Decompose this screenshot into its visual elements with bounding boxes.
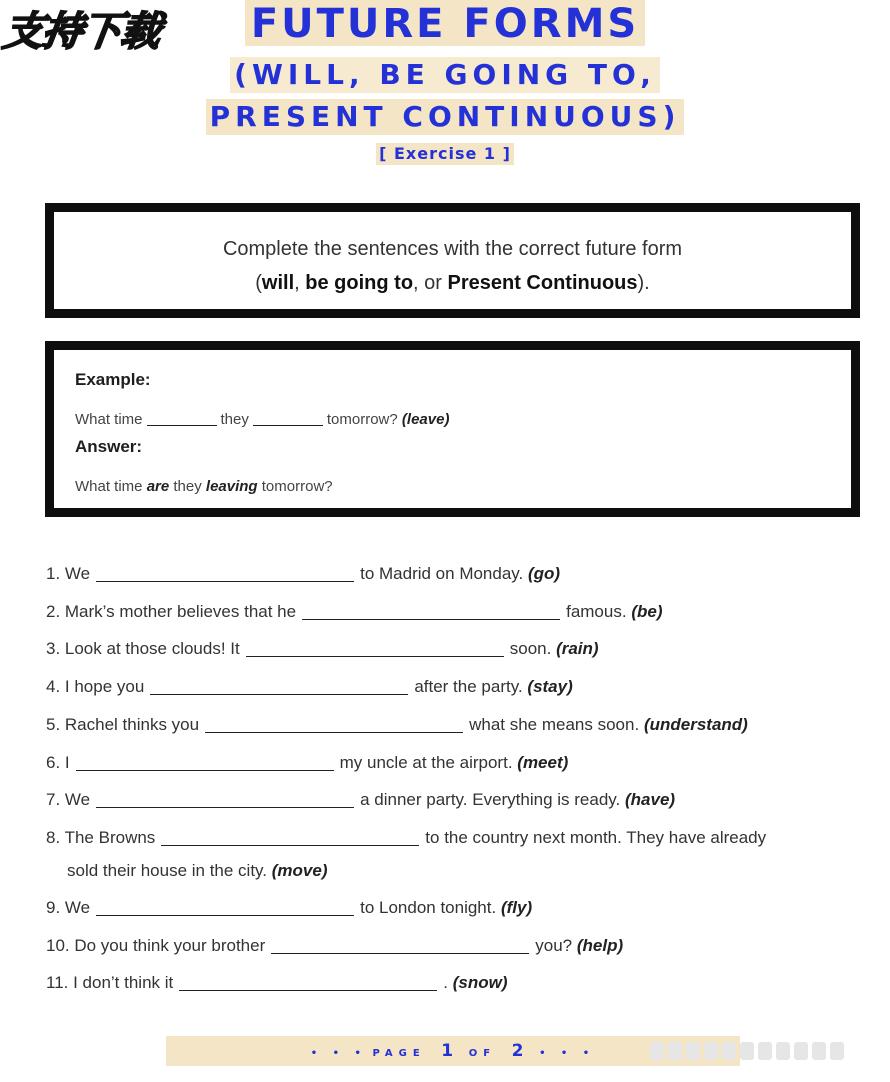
example-blank-2 bbox=[253, 425, 323, 426]
answer-blank[interactable] bbox=[246, 656, 504, 657]
question-8-continued bbox=[67, 861, 327, 881]
question-text-after: soon. bbox=[509, 639, 552, 658]
example-q-part-1: What time bbox=[75, 411, 143, 428]
page-subtitle-line-2: PRESENT CONTINUOUS) bbox=[206, 99, 685, 135]
question-text: 5. Rachel thinks you bbox=[46, 715, 200, 734]
verb-hint: (stay) bbox=[527, 677, 573, 696]
answer-blank[interactable] bbox=[76, 770, 334, 771]
title-line-1-wrap bbox=[0, 0, 890, 46]
question-5 bbox=[46, 715, 748, 735]
question-1 bbox=[46, 564, 560, 584]
question-text-after: a dinner party. Everything is ready. bbox=[360, 790, 621, 809]
question-10 bbox=[46, 936, 623, 956]
question-text: 1. We bbox=[46, 564, 91, 583]
page-title: FUTURE FORMS bbox=[245, 0, 645, 46]
answer-blank[interactable] bbox=[161, 845, 419, 846]
verb-hint: (have) bbox=[625, 790, 676, 809]
verb-hint: (snow) bbox=[452, 973, 508, 992]
instructions-box bbox=[45, 203, 860, 318]
question-text: 2. Mark’s mother believes that he bbox=[46, 602, 297, 621]
answer-blank[interactable] bbox=[96, 915, 354, 916]
example-blank-1 bbox=[147, 425, 217, 426]
question-text: 6. I bbox=[46, 753, 70, 772]
answer-blank[interactable] bbox=[179, 990, 437, 991]
answer-label: Answer: bbox=[75, 437, 143, 456]
question-text: 10. Do you think your brother bbox=[46, 936, 266, 955]
question-text: 3. Look at those clouds! It bbox=[46, 639, 240, 658]
verb-hint: (move) bbox=[271, 861, 328, 880]
question-text-after: you? bbox=[535, 936, 573, 955]
question-text-cont: sold their house in the city. bbox=[67, 861, 268, 880]
question-text-after: . bbox=[443, 973, 448, 992]
answer-blank[interactable] bbox=[96, 807, 354, 808]
question-text: 4. I hope you bbox=[46, 677, 145, 696]
example-box bbox=[45, 341, 860, 517]
title-line-3-wrap bbox=[0, 99, 890, 135]
answer-blank[interactable] bbox=[302, 619, 560, 620]
answer-bold-2: leaving bbox=[205, 478, 258, 495]
exercise-label: [ Exercise 1 ] bbox=[376, 143, 514, 165]
example-q-part-2: they bbox=[220, 411, 249, 428]
verb-hint: (rain) bbox=[556, 639, 599, 658]
option-will: will bbox=[261, 272, 295, 294]
question-3 bbox=[46, 639, 599, 659]
exercise-label-wrap bbox=[0, 143, 890, 165]
instructions-sep-2: , or bbox=[413, 272, 448, 294]
instructions-line-1: Complete the sentences with the correct future form bbox=[222, 238, 683, 260]
example-q-part-3: tomorrow? bbox=[326, 411, 398, 428]
answer-blank[interactable] bbox=[96, 581, 354, 582]
question-9 bbox=[46, 898, 532, 918]
redacted-overlay bbox=[650, 1042, 882, 1072]
answer-bold-1: are bbox=[146, 478, 170, 495]
example-question bbox=[75, 411, 449, 428]
verb-hint: (meet) bbox=[517, 753, 569, 772]
question-text-after: famous. bbox=[566, 602, 627, 621]
answer-blank[interactable] bbox=[205, 732, 463, 733]
question-text: 7. We bbox=[46, 790, 91, 809]
answer-part-1: What time bbox=[75, 478, 147, 495]
question-text-after: my uncle at the airport. bbox=[339, 753, 513, 772]
verb-hint: (help) bbox=[576, 936, 624, 955]
question-6 bbox=[46, 753, 568, 773]
example-label: Example: bbox=[75, 370, 151, 389]
instructions-line-2 bbox=[54, 272, 851, 295]
question-text: 9. We bbox=[46, 898, 91, 917]
question-text-after: to London tonight. bbox=[360, 898, 497, 917]
footer-total-pages: 2 bbox=[511, 1041, 524, 1061]
question-text: 11. I don’t think it bbox=[46, 973, 174, 992]
verb-hint: (go) bbox=[528, 564, 561, 583]
question-2 bbox=[46, 602, 662, 622]
question-text-after: what she means soon. bbox=[469, 715, 640, 734]
question-8 bbox=[46, 828, 766, 848]
answer-blank[interactable] bbox=[271, 953, 529, 954]
footer-dots-right: • • • bbox=[539, 1048, 596, 1059]
answer-blank[interactable] bbox=[150, 694, 408, 695]
watermark: 支持下载 bbox=[0, 9, 163, 55]
example-hint: (leave) bbox=[401, 411, 450, 428]
question-text-after: after the party. bbox=[414, 677, 523, 696]
instructions-close-paren: ). bbox=[637, 272, 650, 294]
footer-of-word: OF bbox=[468, 1048, 497, 1059]
verb-hint: (fly) bbox=[500, 898, 533, 917]
verb-hint: (be) bbox=[631, 602, 663, 621]
answer-part-2: they bbox=[169, 478, 206, 495]
instructions-sep-1: , bbox=[294, 272, 306, 294]
title-line-2-wrap bbox=[0, 57, 890, 93]
question-text: 8. The Browns bbox=[46, 828, 156, 847]
question-text-after: to Madrid on Monday. bbox=[360, 564, 524, 583]
verb-hint: (understand) bbox=[643, 715, 748, 734]
page-subtitle-line-1: (WILL, BE GOING TO, bbox=[230, 57, 660, 93]
footer-dots-left: • • • bbox=[310, 1048, 367, 1059]
answer-part-3: tomorrow? bbox=[257, 478, 333, 495]
footer-page-word: PAGE bbox=[372, 1048, 426, 1059]
option-present-continuous: Present Continuous bbox=[447, 272, 638, 294]
option-be-going-to: be going to bbox=[305, 272, 414, 294]
question-4 bbox=[46, 677, 573, 697]
question-text-after: to the country next month. They have already bbox=[425, 828, 767, 847]
example-answer bbox=[75, 478, 333, 495]
footer-current-page: 1 bbox=[441, 1041, 454, 1061]
question-7 bbox=[46, 790, 675, 810]
instructions-open-paren: ( bbox=[255, 272, 262, 294]
question-11 bbox=[46, 973, 508, 993]
